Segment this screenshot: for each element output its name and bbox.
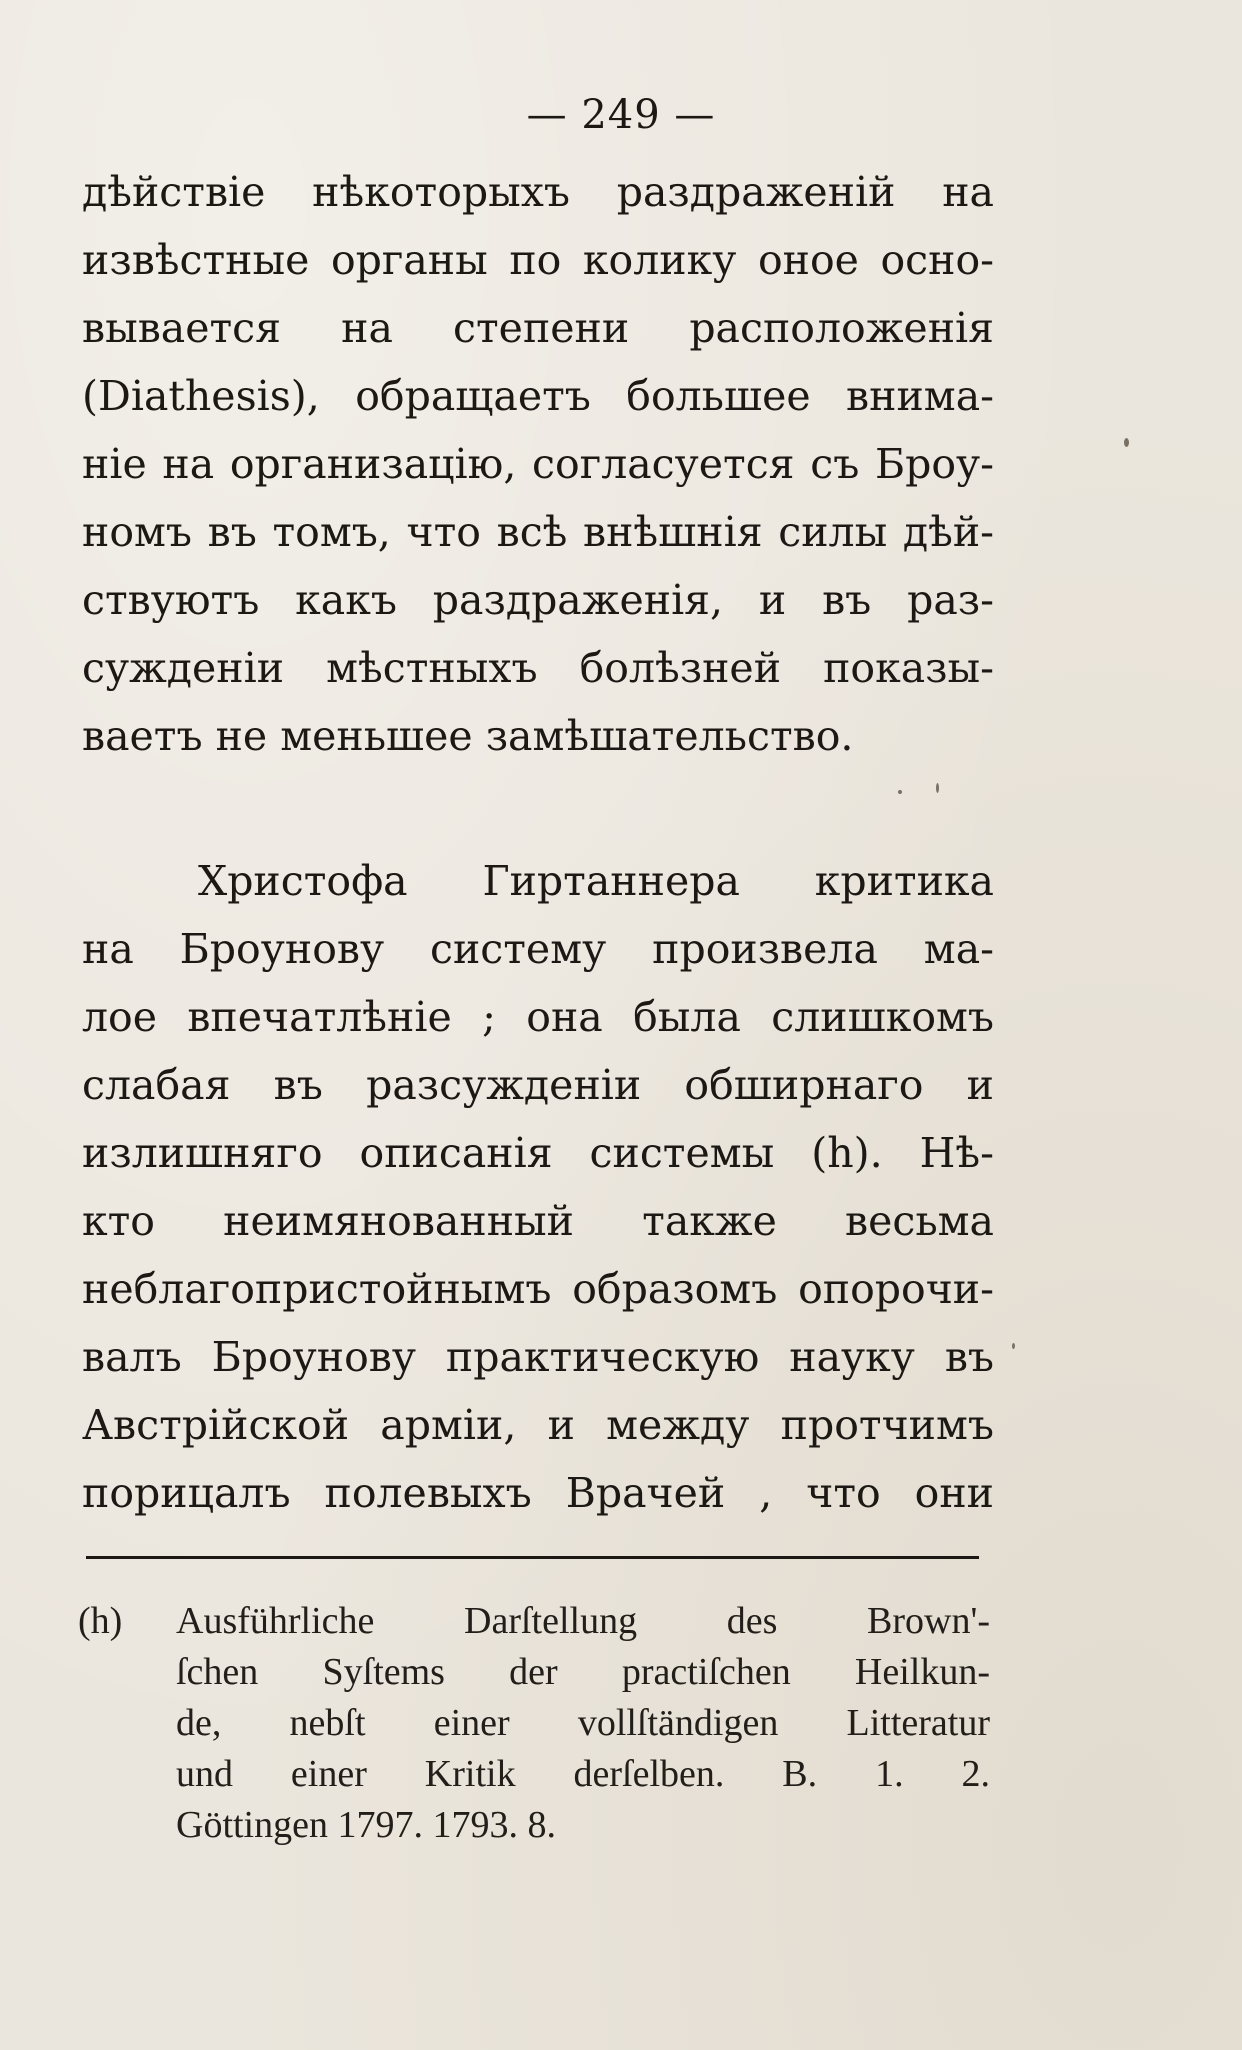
- paper-speck: [1012, 1343, 1015, 1349]
- page-number: — 249 —: [526, 92, 716, 138]
- text-line: слабая въ разсужденіи обширнаго и: [82, 1061, 994, 1109]
- footnote-line: und einer Kritik derſelben. B. 1. 2.: [176, 1753, 990, 1795]
- text-line: дѣйствіе нѣкоторыхъ раздраженій на: [82, 168, 994, 216]
- text-line: извѣстные органы по колику оное осно-: [82, 236, 994, 284]
- footnote-marker: (h): [78, 1600, 123, 1642]
- footnote-line: de, nebſt einer vollſtändigen Litteratur: [176, 1702, 990, 1744]
- footnote-line: Ausführliche Darſtellung des Brown'-: [176, 1600, 990, 1642]
- text-line: (Diathesis), обращаетъ большее внима-: [82, 372, 994, 420]
- paper-speck: [898, 790, 902, 794]
- text-line: сужденіи мѣстныхъ болѣзней показы-: [82, 644, 994, 692]
- text-line: Христофа Гиртаннера критика: [198, 857, 994, 905]
- paragraph-2: [82, 847, 994, 1527]
- footnote-line: ſchen Syſtems der practiſchen Heilkun-: [176, 1651, 990, 1693]
- footnote-body: [176, 1596, 990, 1851]
- text-line: ваетъ не меньшее замѣшательство.: [82, 712, 854, 760]
- text-line: неблагопристойнымъ образомъ опорочи-: [82, 1265, 994, 1313]
- text-line: номъ въ томъ, что всѣ внѣшнія силы дѣй-: [82, 508, 994, 556]
- text-line: ствуютъ какъ раздраженія, и въ раз-: [82, 576, 994, 624]
- text-line: кто неимянованный также весьма: [82, 1197, 994, 1245]
- text-line: лое впечатлѣніе ; она была слишкомъ: [82, 993, 994, 1041]
- text-line: излишняго описанія системы (h). Нѣ-: [82, 1129, 994, 1177]
- text-line: вывается на степени расположенія: [82, 304, 994, 352]
- footnote-divider: [86, 1556, 979, 1559]
- paper-speck: [936, 783, 939, 793]
- paper-speck: [1124, 438, 1129, 447]
- text-line: порицалъ полевыхъ Врачей , что они: [82, 1469, 994, 1517]
- paragraph-1: [82, 158, 994, 770]
- footnote-line: Göttingen 1797. 1793. 8.: [176, 1804, 556, 1846]
- text-line: ніе на организацію, согласуется съ Броу-: [82, 440, 994, 488]
- text-line: Австрійской арміи, и между протчимъ: [82, 1401, 994, 1449]
- text-line: на Броунову систему произвела ма-: [82, 925, 994, 973]
- text-line: валъ Броунову практическую науку въ: [82, 1333, 994, 1381]
